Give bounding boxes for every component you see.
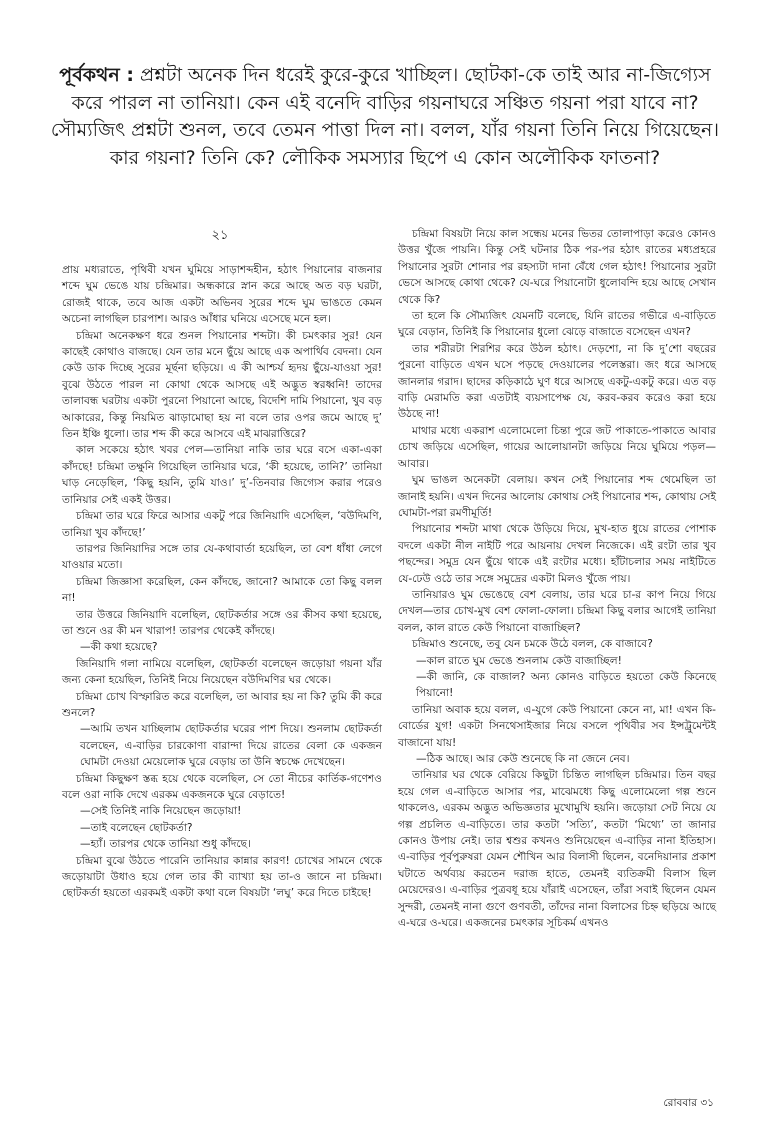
left-column <box>62 262 382 902</box>
paragraph: চন্দ্রিমা জিজ্ঞাসা করেছিল, কেন কাঁদছে, জানো? আমাকে তো কিছু বলল না! <box>62 575 382 605</box>
paragraph: —সেই তিনিই নাকি নিয়েছেন জড়োয়া! <box>80 805 242 818</box>
chapter-number: ২১ <box>211 228 229 243</box>
paragraph: পিয়ানোর শব্দটা মাথা থেকে উড়িয়ে দিয়ে, মুখ-হাত ধুয়ে রাতের পোশাক বদলে একটা নীল নাইটি পরে আয়নায় দেখল নিজেকে। এই রংটা তার খুব পছন্দের। সমুদ্র যেন ছুঁয়ে থাকে এই রংটার মধ্যে। হাঁটাচলার সময় নাইটিতে যে-ঢেউ ওঠে তার সঙ্গে সমুদ্রের একটা মিলও খুঁজে পায়। <box>398 523 716 585</box>
paragraph: তারপর জিনিয়াদির সঙ্গে তার যে-কথাবার্তা হয়েছিল, তা বেশ ধাঁধা লেগে যাওয়ার মতো। <box>62 542 382 572</box>
right-column <box>398 226 716 931</box>
paragraph: তা হলে কি সৌম্যজিৎ যেমনটি বলেছে, যিনি রাতের গভীরে এ-বাড়িতে ঘুরে বেড়ান, তিনিই কি পিয়ানোর ধুলো ঝেড়ে বাজাতে বসেছেন এখন? <box>398 310 716 339</box>
paragraph: —কী জানি, কে বাজাল? অন্য কোনও বাড়িতে হয়তো কেউ কিনেছে পিয়ানো! <box>416 670 716 700</box>
paragraph: মাথার মধ্যে একরাশ এলোমেলো চিন্তা পুরে জট পাকাতে-পাকাতে আবার চোখ জড়িয়ে এসেছিল, গায়ের আলোয়ানটা জড়িয়ে নিয়ে ঘুমিয়ে পড়ল—আবার। <box>398 424 716 470</box>
recap-lead: পূর্বকথন : <box>59 64 134 86</box>
paragraph: তার শরীরটা শিরশির করে উঠল হঠাৎ। দেড়শো, না কি দু’শো বছরের পুরনো বাড়িতে এখন ঘসে পড়ছে দেওয়ালের পলেস্তরা। জং ধরে আসছে জানলার গরাদ। ছাদের কড়িকাঠে ঘুণ ধরে আসছে একটু-একটু করে। এত বড় বাড়ি মেরামতি করা এতটাই ব্যয়সাপেক্ষ যে, করব-করব করেও করা হয়ে উঠছে না! <box>398 342 716 421</box>
paragraph: চন্দ্রিমা তার ঘরে ফিরে আসার একটু পরে জিনিয়াদি এসেছিল, ‘বউদিমণি, তানিয়া খুব কাঁদছে!’ <box>62 510 382 539</box>
recap-body: প্রশ্নটা অনেক দিন ধরেই কুরে-কুরে খাচ্ছিল। ছোটকা-কে তাই আর না-জিগ্যেস করে পারল না তানিয়া। কেন এই বনেদি বাড়ির গয়নাঘরে সঞ্চিত গয়না পরা যাবে না? সৌম্যজিৎ প্রশ্নটা শুনল, তবে তেমন পাত্তা দিল না। বলল, যাঁর গয়না তিনি নিয়ে গিয়েছেন। কার গয়না? তিনি কে? লৌকিক সমস্যার ছিপে এ কোন অলৌকিক ফাতনা? <box>50 64 720 169</box>
paragraph: —হ্যাঁ। তারপর থেকে তানিয়া শুধু কাঁদছে। <box>80 838 251 851</box>
paragraph: চন্দ্রিমা চোখ বিস্ফারিত করে বলেছিল, তা আবার হয় না কি? তুমি কী করে শুনলে? <box>62 690 382 719</box>
paragraph: তানিয়া অবাক হয়ে বলল, এ-যুগে কেউ পিয়ানো কেনে না, মা! এখন কি-বোর্ডের যুগ! একটা সিনথেসাইজার নিয়ে বসলে পৃথিবীর সব ইন্সট্রুমেন্টই বাজানো যায়! <box>398 703 716 749</box>
paragraph: চন্দ্রিমা বিষয়টা নিয়ে কাল সন্ধেয় মনের ভিতর তোলাপাড়া করেও কোনও উত্তর খুঁজে পায়নি। কিন্তু সেই ঘটনার ঠিক পর-পর হঠাৎ রাতের মধ্যপ্রহরে পিয়ানোর সুরটা শোনার পর রহস্যটা দানা বেঁধে গেল হঠাৎ! পিয়ানোর সুরটা ভেসে আসছে কোথা থেকে? যে-ঘরে পিয়ানোটা ধুলোবন্দি হয়ে আছে সেখান থেকে কি? <box>398 228 716 306</box>
paragraph: চন্দ্রিমা কিছুক্ষণ স্তব্ধ হয়ে থেকে বলেছিল, সে তো নীচের কার্তিক-গণেশও বলে ওরা নাকি দেখে এরকম একজনকে ঘুরে বেড়াতে! <box>62 772 382 801</box>
page-footer: রোববার ৩১ <box>663 1097 714 1109</box>
paragraph: চন্দ্রিমাও শুনেছে, তবু যেন চমকে উঠে বলল, কে বাজাবে? <box>412 638 653 651</box>
paragraph: তানিয়ারও ঘুম ভেঙেছে বেশ বেলায়, তার ঘরে চা-র কাপ নিয়ে গিয়ে দেখল—তার চোখ-মুখ বেশ ফোলা-ফোলা। চন্দ্রিমা কিছু বলার আগেই তানিয়া বলল, কাল রাতে কেউ পিয়ানো বাজাচ্ছিল? <box>398 588 716 634</box>
paragraph: —ঠিক আছে। আর কেউ শুনেছে কি না জেনে নেব। <box>416 753 630 765</box>
paragraph: —কী কথা হয়েছে? <box>80 641 158 654</box>
paragraph: তার উত্তরে জিনিয়াদি বলেছিল, ছোটকর্তার সঙ্গে ওর কীসব কথা হয়েছে, তা শুনে ওর কী মন খারাপ! তারপর থেকেই কাঁদছে। <box>62 608 382 637</box>
paragraph: —কাল রাতে ঘুম ভেঙে শুনলাম কেউ বাজাচ্ছিল! <box>416 654 622 667</box>
paragraph: ঘুম ভাঙল অনেকটা বেলায়। কখন সেই পিয়ানোর শব্দ থেমেছিল তা জানাই হয়নি। এখন দিনের আলোয় কোথায় সেই পিয়ানোর শব্দ, কোথায় সেই ঘোমটা-পরা রমণীমূর্তি! <box>398 474 716 519</box>
paragraph: —আমি তখন যাচ্ছিলাম ছোটকর্তার ঘরের পাশ দিয়ে। শুনলাম ছোটকর্তা বলেছেন, এ-বাড়ির চারকোণা বারান্দা দিয়ে রাতের বেলা কে একজন ঘোমটা দেওয়া মেয়েলোক ঘুরে বেড়ায় তা উনি স্বচক্ষে দেখেছেন। <box>80 723 382 769</box>
paragraph: চন্দ্রিমা বুঝে উঠতে পারেনি তানিয়ার কান্নার কারণ! চোখের সামনে থেকে জড়োয়াটা উধাও হয়ে গেল তার কী ব্যাখ্যা হয় তা-ও জানে না চন্দ্রিমা। ছোটকর্তা হয়তো এরকমই একটা কথা বলে বিষয়টা ‘লঘু’ করে দিতে চাইছে! <box>62 854 382 900</box>
paragraph: তানিয়ার ঘর থেকে বেরিয়ে কিছুটা চিন্তিত লাগছিল চন্দ্রিমার। তিন বছর হয়ে গেল এ-বাড়িতে আসার পর, মাঝেমধ্যে কিছু এলোমেলো গল্প শুনে থাকলেও, এরকম অদ্ভুত অভিজ্ঞতার মুখোমুখি হয়নি। জড়োয়া সেট নিয়ে যে গল্প প্রচলিত এ-বাড়িতে। তার কতটা ‘সত্যি’, কতটা ‘মিথ্যে’ তা জানার কোনও উপায় নেই। তার শ্বশুর কখনও শুনিয়েছেন এ-বাড়ির নানা ইতিহাস। এ-বাড়ির পূর্বপুরুষরা যেমন শৌখিন আর বিলাসী ছিলেন, বনেদিয়ানার প্রকাশ ঘটাতে অর্থব্যয় করতেন দরাজ হাতে, তেমনই ব্যতিক্রমী বিলাস ছিল মেয়েদেরও। এ-বাড়ির পুত্রবধূ হয়ে যাঁরাই এসেছেন, তাঁরা সবাই ছিলেন যেমন সুন্দরী, তেমনই নানা গুণে গুণবতী, তাঁদের নানা বিলাসের চিহ্ন ছড়িয়ে আছে এ-ঘরে ও-ঘরে। একজনের চমৎকার সূচিকর্ম এখনও <box>398 769 716 930</box>
paragraph: প্রায় মধ্যরাতে, পৃথিবী যখন ঘুমিয়ে সাড়াশব্দহীন, হঠাৎ পিয়ানোর বাজনার শব্দে ঘুম ভেঙে যায় চন্দ্রিমার। অন্ধকারে স্নান করে আছে অত বড় ঘরটা, রোজই থাকে, তবে আজ একটা অভিনব সুরের শব্দে ঘুম ভাঙতে কেমন অচেনা লাগছিল চারপাশ। আরও আঁধার ঘনিয়ে এসেছে মনে হল। <box>62 264 382 326</box>
paragraph: জিনিয়াদি গলা নামিয়ে বলেছিল, ছোটকর্তা বলেছেন জড়োয়া গয়না যাঁর জন্য কেনা হয়েছিল, তিনিই নিয়ে নিয়েছেন বউদিমণির ঘর থেকে। <box>62 657 382 687</box>
paragraph: —তাই বলেছেন ছোটকর্তা? <box>80 821 193 834</box>
paragraph: চন্দ্রিমা অনেকক্ষণ ধরে শুনল পিয়ানোর শব্দটা। কী চমৎকার সুর! যেন কাছেই কোথাও বাজছে। যেন তার মনে ছুঁয়ে আছে এক অপার্থিব বেদনা। যেন কেউ ডাক দিচ্ছে সুরের মূর্ছনা ছড়িয়ে। এ কী আশ্চর্য হৃদয় ছুঁয়ে-যাওয়া সুর! বুঝে উঠতে পারল না কোথা থেকে আসছে এই অদ্ভুত স্বরধ্বনি! তাদের তালাবন্ধ ঘরটায় একটা পুরনো পিয়ানো আছে, বিদেশি দামি পিয়ানো, খুব বড় আকারের, কিন্তু নিয়মিত ঝাড়ামোছা হয় না বলে তার ওপর জমে আছে দু’ তিন ইঞ্চি ধুলো। তার শব্দ কী করে আসবে এই মাঝরাত্তিরে? <box>62 329 382 441</box>
recap-block <box>50 62 720 172</box>
paragraph: কাল সকেয়ে হঠাৎ খবর পেল—তানিয়া নাকি তার ঘরে বসে একা-একা কাঁদছে! চন্দ্রিমা তক্ষুনি গিয়েছিল তানিয়ার ঘরে, ‘কী হয়েছে, তানি?’ তানিয়া ঘাড় নেড়েছিল, ‘কিছু হয়নি, তুমি যাও।’ দু’-তিনবার জিগ্যেস করার পরেও তানিয়ার সেই একই উত্তর। <box>62 444 382 506</box>
